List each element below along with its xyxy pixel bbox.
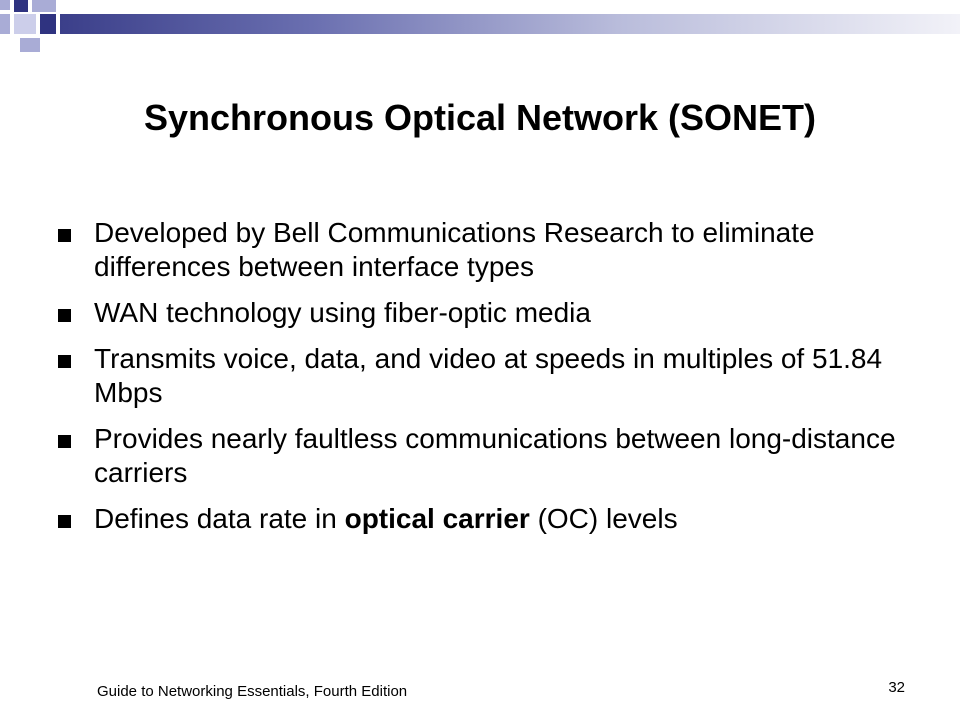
pattern-square	[32, 0, 56, 12]
square-bullet-icon	[58, 309, 71, 322]
header-gradient-bar	[60, 14, 960, 34]
bullet-text: WAN technology using fiber-optic media	[94, 297, 591, 328]
square-bullet-icon	[58, 515, 71, 528]
bullet-item	[58, 342, 918, 410]
page-number: 32	[888, 679, 905, 696]
bullet-item	[58, 502, 918, 536]
bullet-text: Developed by Bell Communications Research to eliminate differences between interface types	[94, 217, 815, 282]
square-bullet-icon	[58, 229, 71, 242]
slide-title: Synchronous Optical Network (SONET)	[143, 97, 817, 138]
pattern-square	[14, 0, 28, 12]
bullet-text-bold: optical carrier	[344, 503, 530, 534]
pattern-square	[0, 0, 10, 10]
pattern-square	[0, 14, 10, 34]
bullet-text: Provides nearly faultless communications between long-distance carriers	[94, 423, 896, 488]
square-bullet-icon	[58, 355, 71, 368]
bullet-item	[58, 296, 918, 330]
bullet-list	[58, 216, 918, 548]
pattern-square	[40, 14, 56, 34]
bullet-text-before: Defines data rate in	[94, 503, 345, 534]
bullet-text: Transmits voice, data, and video at speeds in multiples of 51.84 Mbps	[94, 343, 883, 408]
bullet-item	[58, 422, 918, 490]
slide-footer: Guide to Networking Essentials, Fourth Edition	[97, 683, 408, 700]
pattern-square	[20, 38, 40, 52]
bullet-item	[58, 216, 918, 284]
square-bullet-icon	[58, 435, 71, 448]
bullet-text	[94, 503, 678, 534]
pattern-square	[14, 14, 36, 34]
bullet-text-after: (OC) levels	[529, 503, 678, 534]
